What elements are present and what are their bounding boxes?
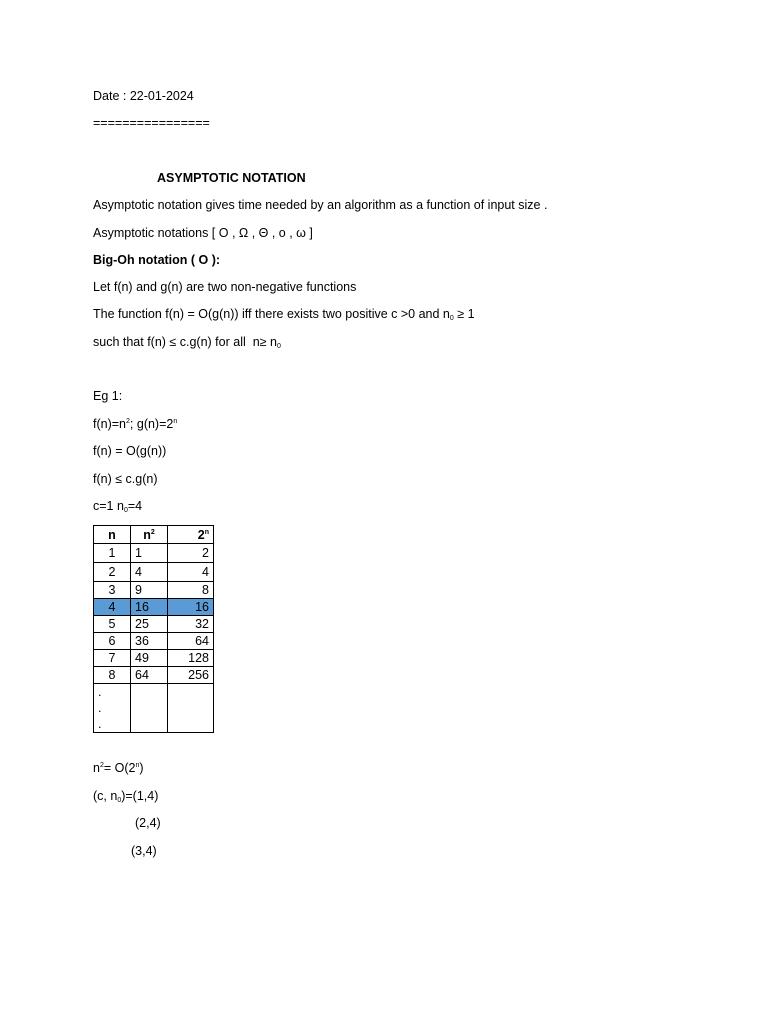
cell-n: 4 xyxy=(94,599,131,616)
result-close: ) xyxy=(139,761,144,775)
intro-paragraph: Asymptotic notation gives time needed by an algorithm as a function of input size . xyxy=(93,198,548,212)
cell-empty xyxy=(168,684,214,733)
cell-square: 1 xyxy=(131,544,168,563)
example-f-sup: 2 xyxy=(126,418,130,425)
example-big-oh: f(n) = O(g(n)) xyxy=(93,444,167,458)
cell-square: 16 xyxy=(131,599,168,616)
growth-table xyxy=(93,525,214,733)
cell-power: 8 xyxy=(168,582,214,599)
cell-n: 5 xyxy=(94,616,131,633)
dot: . xyxy=(98,717,102,731)
definition-text: The function f(n) = O(g(n)) iff there exists two positive c >0 and n xyxy=(93,307,450,321)
result-base: n xyxy=(93,761,100,775)
pairs-text: (c, n xyxy=(93,789,118,803)
section-heading: ASYMPTOTIC NOTATION xyxy=(157,171,306,185)
cell-n: 2 xyxy=(94,563,131,582)
cell-n: 8 xyxy=(94,667,131,684)
pairs-subscript: 0 xyxy=(117,797,122,804)
definition-line xyxy=(93,306,475,322)
date-line: Date : 22-01-2024 xyxy=(93,89,194,103)
example-label: Eg 1: xyxy=(93,389,123,403)
pair-three: (3,4) xyxy=(131,844,157,858)
table-row xyxy=(94,544,214,563)
header-n-squared-sup: 2 xyxy=(150,528,155,536)
result-sup2: n xyxy=(135,762,140,769)
example-g-sup: n xyxy=(173,418,178,425)
header-n-squared-base: n xyxy=(143,527,151,542)
definition-text-end: ≥ 1 xyxy=(457,307,475,321)
table-row xyxy=(94,633,214,650)
dot: . xyxy=(98,685,102,699)
cell-square: 36 xyxy=(131,633,168,650)
cell-power: 128 xyxy=(168,650,214,667)
cell-dots xyxy=(94,684,131,733)
cell-n: 1 xyxy=(94,544,131,563)
constants-text-end: =4 xyxy=(127,499,143,513)
constants-subscript: 0 xyxy=(123,507,128,514)
table-row xyxy=(94,582,214,599)
separator-line: ================ xyxy=(93,116,210,130)
pair-two: (2,4) xyxy=(135,816,161,830)
cell-square: 49 xyxy=(131,650,168,667)
such-that-line xyxy=(93,334,281,350)
example-f-text: f(n)=n xyxy=(93,417,127,431)
cell-power: 64 xyxy=(168,633,214,650)
example-functions xyxy=(93,416,177,432)
table-header-row xyxy=(94,526,214,544)
cell-power: 2 xyxy=(168,544,214,563)
table-row xyxy=(94,650,214,667)
result-text: = O(2 xyxy=(103,761,136,775)
table-row xyxy=(94,616,214,633)
header-pow-base: 2 xyxy=(197,527,205,542)
table-row xyxy=(94,667,214,684)
cell-power: 32 xyxy=(168,616,214,633)
cell-square: 9 xyxy=(131,582,168,599)
example-inequality: f(n) ≤ c.g(n) xyxy=(93,472,158,486)
table-row-highlighted xyxy=(94,599,214,616)
table-row-continuation xyxy=(94,684,214,733)
notations-line: Asymptotic notations [ O , Ω , Θ , o , ω ] xyxy=(93,226,313,240)
dot: . xyxy=(98,701,102,715)
header-pow-sup: n xyxy=(204,528,209,536)
header-n: n xyxy=(94,526,131,544)
constants-text: c=1 n xyxy=(93,499,124,513)
result-sup: 2 xyxy=(99,762,104,769)
big-oh-heading: Big-Oh notation ( O ): xyxy=(93,253,221,267)
cell-power: 16 xyxy=(168,599,214,616)
cell-n: 3 xyxy=(94,582,131,599)
cell-empty xyxy=(131,684,168,733)
cell-n: 7 xyxy=(94,650,131,667)
cell-n: 6 xyxy=(94,633,131,650)
pairs-text-end: )=(1,4) xyxy=(121,789,159,803)
such-that-text: such that f(n) ≤ c.g(n) for all n≥ n xyxy=(93,335,277,349)
cell-power: 256 xyxy=(168,667,214,684)
such-that-subscript: 0 xyxy=(276,343,281,350)
example-constants xyxy=(93,498,142,514)
header-n-squared xyxy=(131,526,168,544)
example-g-text: ; g(n)=2 xyxy=(129,417,174,431)
cell-square: 4 xyxy=(131,563,168,582)
definition-subscript: 0 xyxy=(449,315,454,322)
cell-power: 4 xyxy=(168,563,214,582)
pairs-line xyxy=(93,788,158,804)
table-row xyxy=(94,563,214,582)
cell-square: 64 xyxy=(131,667,168,684)
let-line: Let f(n) and g(n) are two non-negative functions xyxy=(93,280,357,294)
header-two-pow-n xyxy=(168,526,214,544)
result-line xyxy=(93,760,144,776)
cell-square: 25 xyxy=(131,616,168,633)
